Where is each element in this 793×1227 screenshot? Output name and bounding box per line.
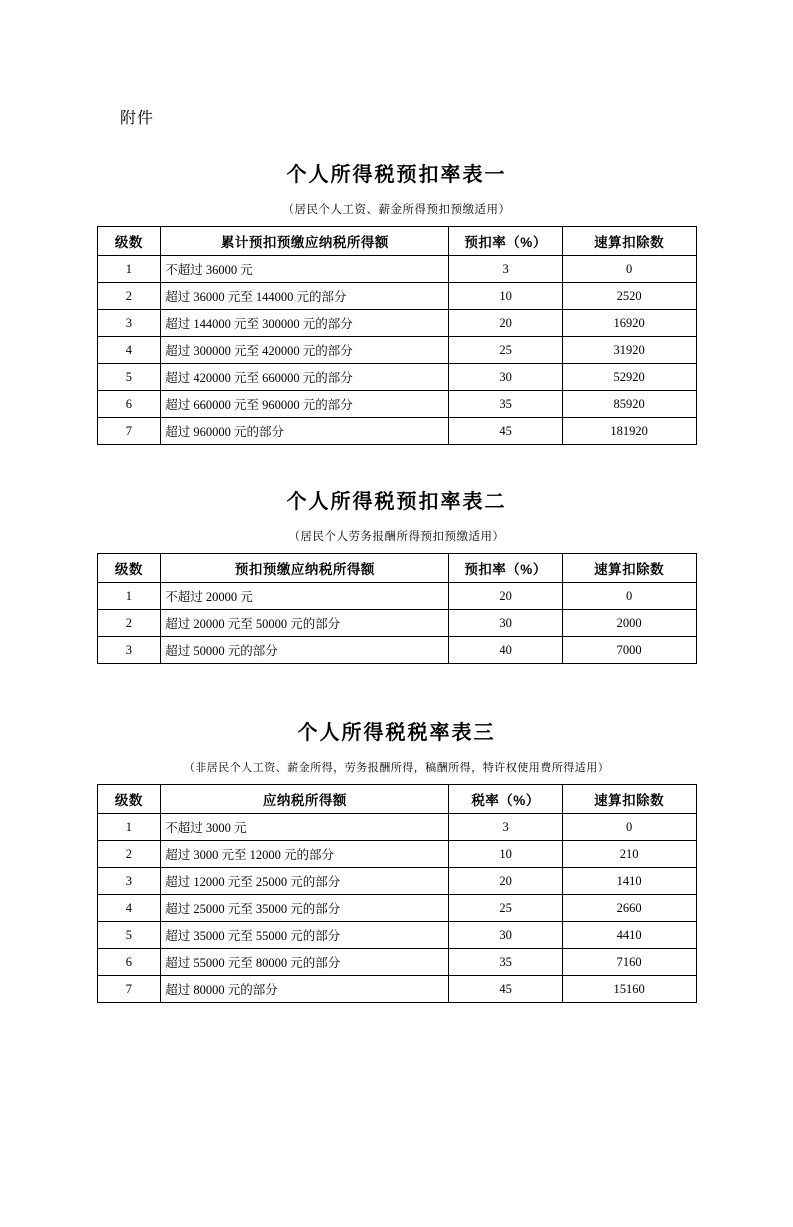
table-row (97, 418, 696, 445)
cell-rate: 45 (449, 976, 562, 1003)
cell-rate: 30 (449, 922, 562, 949)
table-header-row (97, 554, 696, 583)
tax-table-2 (97, 553, 697, 664)
table-row (97, 256, 696, 283)
cell-rate: 3 (449, 814, 562, 841)
column-header-deduction: 速算扣除数 (562, 554, 696, 583)
cell-deduction: 210 (562, 841, 696, 868)
cell-level: 2 (97, 610, 161, 637)
cell-income: 超过 660000 元至 960000 元的部分 (161, 391, 449, 418)
table-row (97, 583, 696, 610)
section-subtitle-1: （居民个人工资、薪金所得预扣预缴适用） (282, 204, 511, 216)
table-row (97, 364, 696, 391)
cell-income: 超过 50000 元的部分 (161, 637, 449, 664)
cell-deduction: 181920 (562, 418, 696, 445)
column-header-rate: 预扣率（%） (449, 554, 562, 583)
tax-table-section-3 (96, 716, 697, 1003)
cell-income: 超过 960000 元的部分 (161, 418, 449, 445)
cell-level: 7 (97, 418, 161, 445)
tax-table-section-2 (96, 485, 697, 664)
cell-level: 5 (97, 922, 161, 949)
cell-income: 超过 12000 元至 25000 元的部分 (161, 868, 449, 895)
tax-table-3 (97, 784, 697, 1003)
cell-income: 超过 35000 元至 55000 元的部分 (161, 922, 449, 949)
cell-level: 7 (97, 976, 161, 1003)
table-row (97, 283, 696, 310)
cell-rate: 45 (449, 418, 562, 445)
cell-income: 超过 420000 元至 660000 元的部分 (161, 364, 449, 391)
cell-deduction: 7000 (562, 637, 696, 664)
cell-deduction: 0 (562, 583, 696, 610)
cell-deduction: 16920 (562, 310, 696, 337)
column-header-income: 应纳税所得额 (161, 785, 449, 814)
section-subtitle-2: （居民个人劳务报酬所得预扣预缴适用） (288, 531, 505, 543)
section-title-2: 个人所得税预扣率表二 (286, 491, 507, 513)
cell-level: 6 (97, 391, 161, 418)
column-header-rate: 税率（%） (449, 785, 562, 814)
section-title-1: 个人所得税预扣率表一 (286, 164, 507, 186)
cell-level: 1 (97, 814, 161, 841)
column-header-level: 级数 (97, 785, 161, 814)
table-row (97, 949, 696, 976)
cell-deduction: 2000 (562, 610, 696, 637)
cell-level: 3 (97, 310, 161, 337)
cell-rate: 10 (449, 283, 562, 310)
tax-table-section-1 (96, 158, 697, 445)
cell-level: 3 (97, 637, 161, 664)
cell-level: 2 (97, 283, 161, 310)
cell-deduction: 85920 (562, 391, 696, 418)
column-header-deduction: 速算扣除数 (562, 227, 696, 256)
table-row (97, 310, 696, 337)
cell-rate: 25 (449, 895, 562, 922)
cell-deduction: 7160 (562, 949, 696, 976)
cell-deduction: 2520 (562, 283, 696, 310)
cell-deduction: 31920 (562, 337, 696, 364)
cell-level: 2 (97, 841, 161, 868)
table-row (97, 610, 696, 637)
attachment-label: 附件 (120, 110, 155, 127)
cell-income: 超过 144000 元至 300000 元的部分 (161, 310, 449, 337)
cell-rate: 10 (449, 841, 562, 868)
table-row (97, 895, 696, 922)
cell-rate: 35 (449, 949, 562, 976)
cell-income: 不超过 20000 元 (161, 583, 449, 610)
cell-income: 不超过 36000 元 (161, 256, 449, 283)
cell-rate: 30 (449, 610, 562, 637)
cell-rate: 20 (449, 583, 562, 610)
column-header-level: 级数 (97, 554, 161, 583)
cell-rate: 20 (449, 310, 562, 337)
cell-income: 超过 20000 元至 50000 元的部分 (161, 610, 449, 637)
cell-level: 4 (97, 337, 161, 364)
table-row (97, 922, 696, 949)
cell-level: 3 (97, 868, 161, 895)
cell-level: 4 (97, 895, 161, 922)
table-header-row (97, 785, 696, 814)
column-header-income: 累计预扣预缴应纳税所得额 (161, 227, 449, 256)
section-title-3: 个人所得税税率表三 (297, 722, 496, 744)
table-header-row (97, 227, 696, 256)
column-header-rate: 预扣率（%） (449, 227, 562, 256)
column-header-level: 级数 (97, 227, 161, 256)
cell-income: 超过 3000 元至 12000 元的部分 (161, 841, 449, 868)
cell-rate: 40 (449, 637, 562, 664)
cell-deduction: 0 (562, 814, 696, 841)
table-row (97, 337, 696, 364)
cell-income: 超过 55000 元至 80000 元的部分 (161, 949, 449, 976)
table-row (97, 814, 696, 841)
column-header-income: 预扣预缴应纳税所得额 (161, 554, 449, 583)
column-header-deduction: 速算扣除数 (562, 785, 696, 814)
cell-income: 超过 300000 元至 420000 元的部分 (161, 337, 449, 364)
table-row (97, 976, 696, 1003)
cell-income: 超过 25000 元至 35000 元的部分 (161, 895, 449, 922)
cell-deduction: 52920 (562, 364, 696, 391)
table-row (97, 868, 696, 895)
cell-level: 1 (97, 256, 161, 283)
table-row (97, 637, 696, 664)
cell-rate: 35 (449, 391, 562, 418)
table-row (97, 841, 696, 868)
cell-income: 超过 80000 元的部分 (161, 976, 449, 1003)
cell-deduction: 2660 (562, 895, 696, 922)
cell-rate: 3 (449, 256, 562, 283)
cell-income: 超过 36000 元至 144000 元的部分 (161, 283, 449, 310)
cell-rate: 20 (449, 868, 562, 895)
cell-level: 5 (97, 364, 161, 391)
cell-deduction: 1410 (562, 868, 696, 895)
cell-deduction: 15160 (562, 976, 696, 1003)
cell-deduction: 0 (562, 256, 696, 283)
tax-table-1 (97, 226, 697, 445)
cell-deduction: 4410 (562, 922, 696, 949)
cell-level: 6 (97, 949, 161, 976)
cell-level: 1 (97, 583, 161, 610)
cell-rate: 30 (449, 364, 562, 391)
section-subtitle-3: （非居民个人工资、薪金所得，劳务报酬所得，稿酬所得，特许权使用费所得适用） (183, 762, 610, 774)
table-row (97, 391, 696, 418)
document-page (0, 105, 793, 1227)
cell-rate: 25 (449, 337, 562, 364)
cell-income: 不超过 3000 元 (161, 814, 449, 841)
